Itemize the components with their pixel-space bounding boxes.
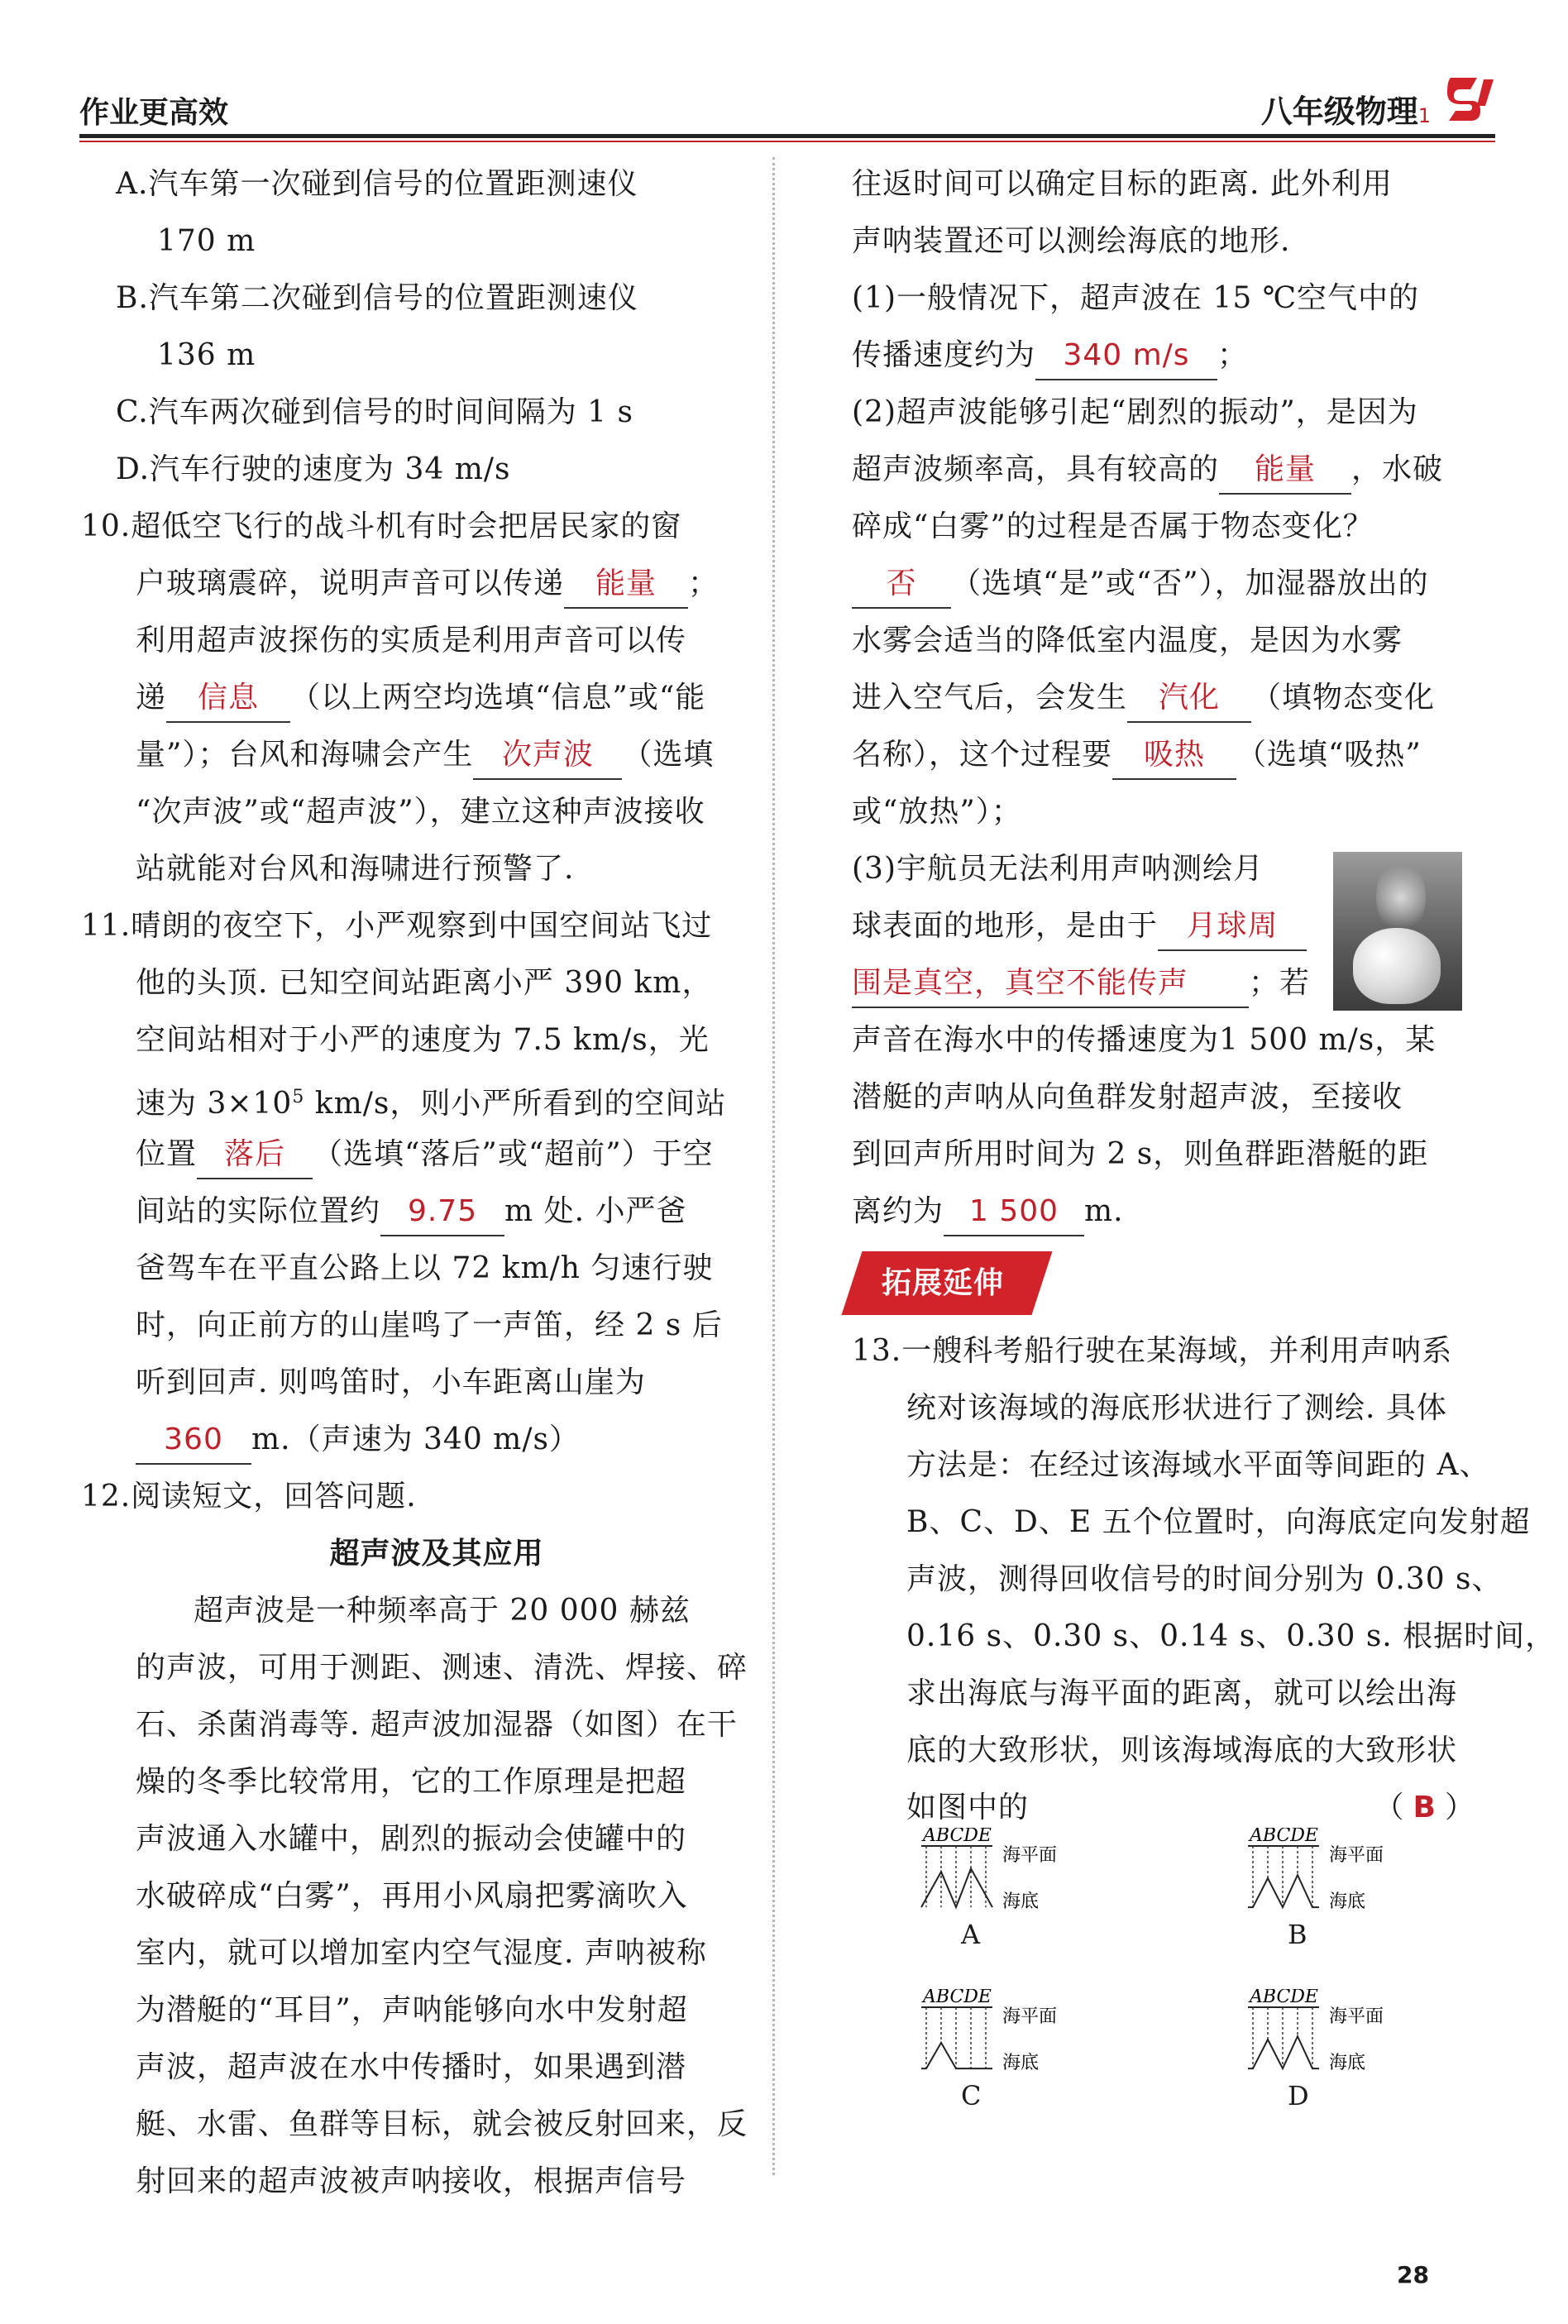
sub-question-2: (2)超声波能够引起“剧烈的振动”，是因为 超声波频率高，具有较高的 能量 ，水破 碎成“白雾”的过程是否属于物态变化？ 否 （选填“是”或“否”），加湿器放出的 水雾会适当的降低室内温度，是因为水雾 进入空气后，会发生 汽化 （填物态变化 名称），这个过程要 吸热 （选填“吸热” 或“放热”）； <box>852 395 1444 829</box>
answer-blank: 1 500 <box>944 1188 1084 1236</box>
answer-blank: 9.75 <box>380 1188 504 1236</box>
sea-level-label: 海平面 <box>1002 1845 1058 1866</box>
seabed-figure-d <box>1245 1989 1443 2146</box>
seabed-diagram <box>918 1828 1116 1952</box>
position-letters: ABCDE <box>1250 1828 1318 1846</box>
seabed-figure-a <box>918 1828 1116 1985</box>
seabed-profile <box>921 2043 992 2068</box>
question-number: 11. <box>81 909 131 943</box>
seabed-profile <box>1248 2036 1319 2068</box>
figure-option-label: A <box>961 1919 981 1950</box>
header-rule <box>79 134 1495 138</box>
sea-level-label: 海平面 <box>1329 1845 1384 1866</box>
sub-question-3: (3)宇航员无法利用声呐测绘月 球表面的地形，是由于 月球周 围是真空，真空不能传声 ；若 声音在海水中的传播速度为1 500 m/s，某 潜艇的声呐从向鱼群发射超声波，至接收 到回声所用时间为 2 s，则鱼群距潜艇的距 离约为 1 500 m. <box>852 840 1480 1240</box>
seabed-diagram <box>1245 1828 1443 1952</box>
option-b-cont: 136 m <box>157 338 256 372</box>
seabed-figure-b <box>1245 1828 1443 1985</box>
sea-floor-label: 海底 <box>1002 2053 1040 2073</box>
humidifier-photo <box>1333 852 1462 1011</box>
answer-blank: 否 <box>852 561 951 609</box>
volume-number: 1 <box>1417 104 1431 127</box>
answer-blank: 360 <box>136 1417 251 1465</box>
mist <box>1376 860 1426 935</box>
seabed-diagram <box>918 1989 1116 2113</box>
sea-level-label: 海平面 <box>1329 2006 1384 2027</box>
page-number: 28 <box>1397 2261 1429 2288</box>
answer-blank: 吸热 <box>1112 732 1236 780</box>
answer-blank: 汽化 <box>1127 675 1251 723</box>
position-letters: ABCDE <box>923 1989 992 2007</box>
answer-choice: （ B ） <box>1374 1791 1475 1824</box>
sea-level-label: 海平面 <box>1002 2006 1058 2027</box>
sea-floor-label: 海底 <box>1329 2053 1366 2073</box>
question-12: 12.阅读短文，回答问题. 超声波及其应用 超声波是一种频率高于 20 000 赫兹 的声波，可用于测距、测速、清洗、焊接、碎 石、杀菌消毒等. 超声波加湿器（如图）在干 燥的冬季比较常用，它的工作原理是把超 声波通入水罐中，剧烈的振动会使罐中的 水破碎成“白雾”，再用小风扇把雾滴吹入 室内，就可以增加室内空气湿度. 声呐被称 为潜艇的“耳目”，声呐能够向水中发射超 声波，超声波在水中传播时，如果遇到潜 艇、水雷、鱼群等目标，就会被反射回来，反 射回来的超声波被声呐接收，根据声信号 <box>81 1480 748 2198</box>
question-number: 13. <box>852 1334 902 1368</box>
answer-blank: 340 m/s <box>1035 332 1217 380</box>
sea-floor-label: 海底 <box>1329 1891 1366 1912</box>
figure-option-label: B <box>1288 1919 1307 1950</box>
answer-blank: 月球周 <box>1158 903 1307 951</box>
question-10: 10.超低空飞行的战斗机有时会把居民家的窗 户玻璃震碎，说明声音可以传递 能量 ； 利用超声波探伤的实质是利用声音可以传 递 信息 （以上两空均选填“信息”或“能 量”）；台风和海啸会产生 次声波 （选填 “次声波”或“超声波”），建立这种声波接收 站就能对台风和海啸进行预警了. <box>81 509 719 886</box>
section-banner: 拓展延伸 <box>841 1251 1052 1315</box>
question-9-options <box>81 155 743 498</box>
seabed-figure-c <box>918 1989 1116 2146</box>
header-right-title <box>1261 86 1431 132</box>
humidifier-body <box>1353 928 1441 1004</box>
answer-blank: 次声波 <box>473 732 622 780</box>
option-a: A.汽车第一次碰到信号的位置距测速仪 <box>116 167 638 201</box>
sub-question-1: (1)一般情况下，超声波在 15 ℃空气中的 传播速度约为 340 m/s ； <box>852 270 1480 384</box>
position-letters: ABCDE <box>923 1828 992 1846</box>
answer-blank: 围是真空，真空不能传声 <box>852 960 1249 1008</box>
seabed-diagram <box>1245 1989 1443 2113</box>
publisher-logo-icon <box>1444 73 1497 126</box>
header-rule-accent <box>79 141 1495 142</box>
seabed-profile <box>1248 1875 1319 1907</box>
option-a-cont: 170 m <box>157 224 256 258</box>
right-column: 往返时间可以确定目标的距离. 此外利用 声呐装置还可以测绘海底的地形. (1)一般情况下，超声波在 15 ℃空气中的 传播速度约为 340 m/s ； (2)超声波能够引起“剧烈的振动”，是因为 超声波频率高，具有较高的 能量 ，水破 碎成“白雾”的过程是否属于物态变化？ 否 （选填“是”或“否”），加湿器放出的 水雾会适当的降低室内温度，是因为水雾 进入空气后，会发生 汽化 （填物态变化 名称），这个过程要 吸热 （选填“吸热” 或“放热”）； (3)宇航员无法利用声呐测绘月 球表面的地形，是由于 月球周 围是真空，真空不能传声 ；若 声音在海水中的传播速度为1 500 m/s，某 潜艇的声呐从向鱼群发射超声波，至接收 到回声所用时间为 2 s，则鱼群距潜艇的距 离约为 1 500 m. 拓展延伸 13.一艘科考船行驶在某海域，并利用声呐系 统对该海域的海底形状进行了测绘. 具体 方法是：在经过该海域水平面等间距的 A、 B、C、D、E 五个位置时，向海底定向发射超 声波，测得回收信号的时间分别为 0.30 s、 0.16 s、0.30 s、0.14 s、0.30 s. 根据时间， 求出海底与海平面的距离，就可以绘出海 底的大致形状，则该海域海底的大致形状 如图中的 （ B ） <box>852 155 1480 1836</box>
question-number: 12. <box>81 1480 131 1513</box>
answer-blank: 落后 <box>197 1131 313 1179</box>
answer-blank: 能量 <box>1219 447 1351 495</box>
seabed-profile <box>921 1868 992 1907</box>
figure-option-label: C <box>961 2080 982 2111</box>
option-d: D.汽车行驶的速度为 34 m/s <box>116 452 511 486</box>
question-number: 10. <box>81 509 131 543</box>
figure-option-label: D <box>1288 2080 1309 2111</box>
header-left-title: 作业更高效 <box>79 96 229 130</box>
option-c: C.汽车两次碰到信号的时间间隔为 1 s <box>116 395 633 429</box>
answer-blank: 信息 <box>166 675 290 723</box>
question-11: 11.晴朗的夜空下，小严观察到中国空间站飞过 他的头顶. 已知空间站距离小严 390 km， 空间站相对于小严的速度为 7.5 km/s，光 速为 $3\times 10^5$ km/s，则小严所看到的空间站 位置 落后 （选填“落后”或“超前”）于空 间站的实际位置约 9.75 m 处. 小严爸 爸驾车在平直公路上以 72 km/h 匀速行驶 时，向正前方的山崖鸣了一声笛，经 2 s 后 听到回声. 则鸣笛时，小车距离山崖为 360 m.（声速为 340 m/s） <box>81 897 743 1468</box>
answer-blank: 能量 <box>564 561 688 609</box>
left-column <box>81 155 748 2210</box>
position-letters: ABCDE <box>1250 1989 1318 2007</box>
question-13: 13.一艘科考船行驶在某海域，并利用声呐系 统对该海域的海底形状进行了测绘. 具体 方法是：在经过该海域水平面等间距的 A、 B、C、D、E 五个位置时，向海底定向发射超 声波，测得回收信号的时间分别为 0.30 s、 0.16 s、0.30 s、0.14 s、0.30 s. 根据时间， 求出海底与海平面的距离，就可以绘出海 底的大致形状，则该海域海底的大致形状 如图中的 （ B ） <box>852 1322 1480 1836</box>
subject-title: 八年级物理 <box>1260 93 1418 130</box>
column-divider <box>772 157 775 2175</box>
passage-title: 超声波及其应用 <box>329 1537 544 1571</box>
passage-continued: 往返时间可以确定目标的距离. 此外利用 <box>852 167 1393 201</box>
sea-floor-label: 海底 <box>1002 1891 1040 1912</box>
option-b: B.汽车第二次碰到信号的位置距测速仪 <box>116 281 638 315</box>
